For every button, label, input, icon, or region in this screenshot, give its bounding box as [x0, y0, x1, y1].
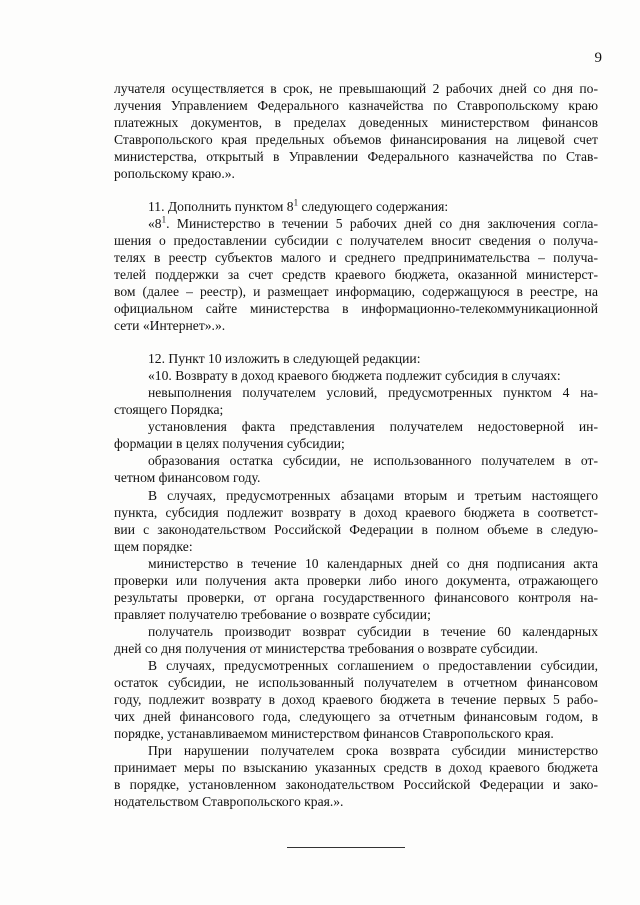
text-line: «10. Возврату в доход краевого бюджета подлежит субсидия в случаях: — [148, 368, 561, 383]
text-line: сети «Интернет».». — [114, 318, 226, 333]
text-line: получатель производит возврат субсидии в течение 60 календарных — [148, 624, 598, 639]
superscript: 1 — [293, 197, 299, 208]
page-number: 9 — [594, 50, 602, 66]
text-line: При нарушении получателем срока возврата субсидии министерство — [148, 743, 598, 758]
text-line: министерство в течение 10 календарных дней со дня подписания акта — [148, 556, 598, 571]
text-line: проверки или получения акта проверки либо иного документа, отражающего — [114, 573, 598, 588]
text-line: вом (далее – реестр), и размещает информацию, содержащуюся в реестре, на — [114, 284, 598, 299]
text-line: вии с законодательством Российской Федерации в полном объеме в следую- — [114, 522, 598, 537]
text-line: нодательством Ставропольского края.». — [114, 794, 344, 809]
text-line: пункта, субсидия подлежит возврату в доход краевого бюджета в соответст- — [114, 505, 598, 520]
text-line — [148, 215, 598, 232]
text-line: шения о предоставлении субсидии с получателем вносит сведения о получа- — [114, 233, 598, 248]
text-line: году, подлежит возврату в доход краевого бюджета в течение первых 5 рабо- — [114, 692, 598, 707]
text-line: остаток субсидии, не использованный получателем в отчетном финансовом — [114, 675, 598, 690]
superscript: 1 — [161, 214, 167, 225]
text-line: министерства, открытый в Управлении Федерального казначейства по Став- — [114, 149, 598, 164]
text-line: дней со дня получения от министерства требования о возврате субсидии. — [114, 641, 538, 656]
text-line: в порядке, установленном законодательством Российской Федерации и зако- — [114, 777, 598, 792]
text-fragment: следующего содержания: — [298, 199, 449, 214]
text-line: В случаях, предусмотренных абзацами вторым и третьим настоящего — [148, 488, 598, 503]
text-line: стоящего Порядка; — [114, 402, 224, 417]
text-line: принимает меры по взысканию указанных средств в доход краевого бюджета — [114, 760, 598, 775]
text-fragment: «8 — [148, 216, 162, 231]
item-heading: 12. Пункт 10 изложить в следующей редакции: — [148, 351, 421, 366]
text-line: чих дней финансового года, следующего за отчетным финансовым годом, в — [114, 709, 598, 724]
text-line: Ставропольского края предельных объемов финансирования на лицевой счет — [114, 132, 598, 147]
text-line: четном финансовом году. — [114, 470, 261, 485]
text-line: платежных документов, в пределах доведенных министерством финансов — [114, 115, 598, 130]
text-fragment: 11. Дополнить пунктом 8 — [148, 199, 294, 214]
text-line: порядке, устанавливаемом министерством финансов Ставропольского края. — [114, 726, 554, 741]
text-line: установления факта представления получателем недостоверной ин- — [148, 419, 598, 434]
text-line: правляет получателю требование о возврате субсидии; — [114, 607, 431, 622]
text-line: щем порядке: — [114, 539, 193, 554]
text-line: официальном сайте министерства в информационно-телекоммуникационной — [114, 301, 598, 316]
text-line: формации в целях получения субсидии; — [114, 436, 345, 451]
text-line: ропольскому краю.». — [114, 166, 235, 181]
text-line: лучателя осуществляется в срок, не превышающий 2 рабочих дней со дня по- — [114, 81, 598, 96]
divider-line — [287, 847, 405, 848]
text-line: невыполнения получателем условий, предусмотренных пунктом 4 на- — [148, 385, 598, 400]
text-line: лучения Управлением Федерального казначейства по Ставропольскому краю — [114, 98, 598, 113]
text-line: телях в реестр субъектов малого и среднего предпринимательства – получа- — [114, 250, 598, 265]
text-line: образования остатка субсидии, не использованного получателем в от- — [148, 453, 598, 468]
text-line: результаты проверки, от органа государственного финансового контроля на- — [114, 590, 598, 605]
text-line: телей поддержки за счет средств краевого бюджета, оказанной министерст- — [114, 267, 598, 282]
text-line: В случаях, предусмотренных соглашением о предоставлении субсидии, — [148, 658, 598, 673]
text-fragment: . Министерство в течении 5 рабочих дней со дня заключения согла- — [166, 216, 598, 231]
item-heading — [148, 198, 598, 215]
